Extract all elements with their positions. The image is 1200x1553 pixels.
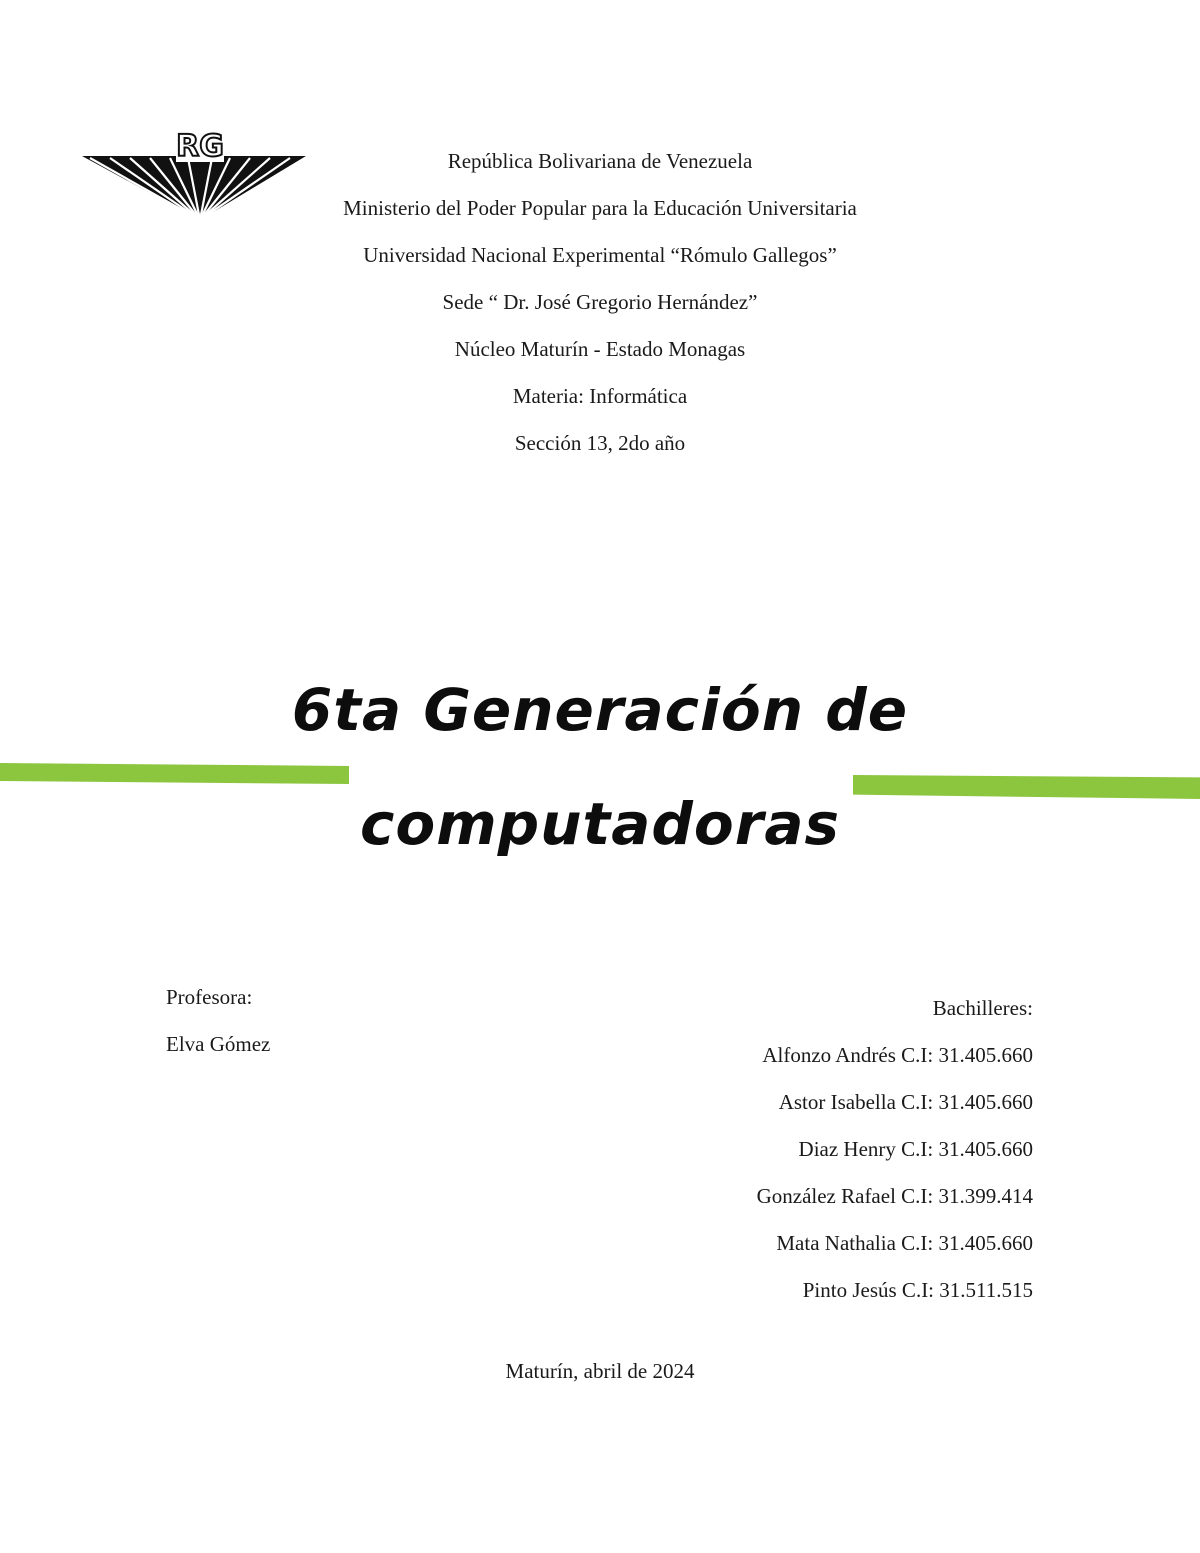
student-item: Alfonzo Andrés C.I: 31.405.660 — [762, 1043, 1033, 1067]
header-line-nucleus: Núcleo Maturín - Estado Monagas — [454, 337, 746, 361]
header-line-campus: Sede “ Dr. José Gregorio Hernández” — [442, 290, 758, 314]
header-line-section: Sección 13, 2do año — [514, 431, 686, 455]
professor-name: Elva Gómez — [166, 1032, 271, 1056]
document-title-line-2: computadoras — [360, 790, 840, 858]
header-line-country: República Bolivariana de Venezuela — [447, 149, 753, 173]
document-title-line-1: 6ta Generación de — [291, 676, 909, 744]
accent-bar-left — [0, 763, 349, 784]
student-item: Mata Nathalia C.I: 31.405.660 — [776, 1231, 1033, 1255]
logo-monogram: RG — [176, 129, 224, 164]
students-block — [757, 985, 1033, 1314]
institution-header — [0, 138, 1200, 467]
student-item: Pinto Jesús C.I: 31.511.515 — [802, 1278, 1033, 1302]
header-line-ministry: Ministerio del Poder Popular para la Educación Universitaria — [343, 196, 857, 220]
header-line-university: Universidad Nacional Experimental “Rómulo Gallegos” — [363, 243, 837, 267]
student-item: Diaz Henry C.I: 31.405.660 — [798, 1137, 1033, 1161]
professor-label: Profesora: — [166, 985, 253, 1009]
student-item: Astor Isabella C.I: 31.405.660 — [778, 1090, 1033, 1114]
students-label: Bachilleres: — [932, 996, 1033, 1020]
place-date: Maturín, abril de 2024 — [505, 1359, 695, 1383]
header-line-subject: Materia: Informática — [512, 384, 688, 408]
student-item: González Rafael C.I: 31.399.414 — [756, 1184, 1033, 1208]
